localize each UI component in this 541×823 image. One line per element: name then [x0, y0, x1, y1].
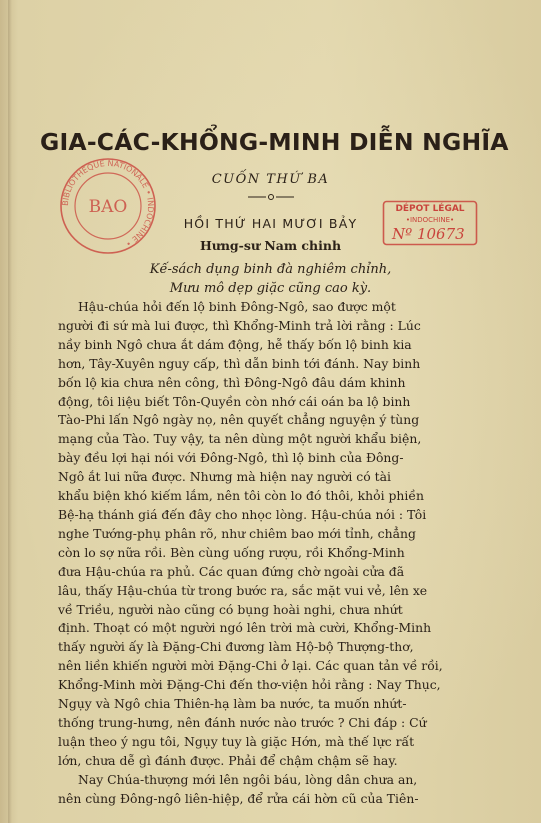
- body-line: lớn, chưa dễ gì đánh được. Phải để chậm chậm sẽ hay.: [58, 752, 398, 768]
- body-line: nầy binh Ngô chưa ắt dám động, hễ thấy bốn lộ binh kia: [58, 336, 412, 352]
- body-line: bày đều lợi hại nói với Đông-Ngô, thì lộ binh của Đông-: [58, 450, 404, 466]
- body-line: hơn, Tây-Xuyên nguy cấp, thì dẫn binh tới đánh. Nay binh: [58, 355, 421, 371]
- volume-label: CUỐN THỨ BA: [211, 172, 330, 187]
- body-line: khẩu biện khó kiếm lắm, nên tôi còn lo đó thôi, khỏi phiền: [58, 488, 424, 504]
- body-line: động, tôi liệu biết Tôn-Quyền còn nhớ cái oán ba lộ binh: [58, 393, 411, 409]
- body-line: nghe Tướng-phụ phân rõ, như chiêm bao mới tỉnh, chẳng: [58, 525, 416, 541]
- body-line: đưa Hậu-chúa ra phủ. Các quan đứng chờ ngoài cửa đã: [58, 563, 405, 579]
- body-line: bốn lộ kia chưa nên công, thì Đông-Ngô đâu dám khinh: [58, 374, 406, 390]
- body-line: thấy người ấy là Đặng-Chi đương làm Hộ-bộ Thượng-thơ,: [58, 639, 414, 655]
- body-line: Nay Chúa-thượng mới lên ngôi báu, lòng dân chưa an,: [78, 771, 418, 787]
- body-line: nên liền khiến người mời Đặng-Chi ở lại. Các quan tản về rồi,: [58, 658, 443, 674]
- body-line: định. Thoạt có một người ngó lên trời mà cười, Khổng-Minh: [58, 620, 432, 636]
- stamp-center-text: BAO: [88, 197, 128, 217]
- couplet-line: Kế-sách dụng binh đà nghiêm chỉnh,: [149, 262, 392, 277]
- body-line: về Triều, người nào cũng có bụng hoài nghi, chưa nhứt: [58, 601, 403, 617]
- stamp-number-text: Nº 10673: [392, 225, 465, 243]
- body-line: luận theo ý ngu tôi, Ngụy tuy là giặc Hớn, mà thế lực rất: [58, 733, 415, 749]
- body-line: Bệ-hạ thánh giá đến đây cho nhọc lòng. Hậu-chúa nói : Tôi: [58, 506, 427, 522]
- page-binding-shadow: [8, 0, 12, 823]
- chapter-body: [58, 298, 498, 808]
- body-line: Tào-Phi lấn Ngô ngày nọ, nên quyết chẳng nguyện ý tùng: [58, 412, 420, 428]
- body-line: mạng của Tào. Tuy vậy, ta nên dùng một người khẩu biện,: [58, 431, 422, 447]
- body-line: thống trung-hưng, nên đánh nước nào trước ? Chi đáp : Cứ: [58, 714, 427, 730]
- body-line: Hậu-chúa hỏi đến lộ binh Đông-Ngô, sao được một: [78, 299, 396, 314]
- chapter-subtitle: Hưng-sư Nam chinh: [199, 238, 342, 253]
- stamp-indochine-text: •INDOCHINE•: [405, 216, 455, 224]
- chapter-title: HỒI THỨ HAI MƯƠI BẢY: [183, 216, 358, 231]
- body-line: người đi sứ mà lui được, thì Khổng-Minh trả lời rằng : Lúc: [58, 317, 421, 333]
- body-line: Ngụy và Ngô chia Thiên-hạ làm ba nước, ta muốn nhứt-: [58, 696, 407, 712]
- stamp-ring-text: BIBLIOTHÈQUE NATIONALE • INDOCHINE •: [60, 158, 156, 249]
- ornament-divider-icon: [248, 193, 294, 201]
- body-line: lâu, thấy Hậu-chúa từ trong bước ra, sắc mặt vui vẻ, lên xe: [58, 582, 428, 598]
- body-line: nên cùng Đông-ngô liên-hiệp, để rửa cái hờn cũ của Tiên-: [58, 790, 419, 806]
- book-title: GIA-CÁC-KHỔNG-MINH DIỄN NGHĨA: [40, 128, 509, 156]
- body-line: còn lo sợ nữa rồi. Bèn cùng uống rượu, rồi Khổng-Minh: [58, 544, 405, 560]
- body-line: Ngô ắt lui nữa được. Nhưng mà hiện nay người có tài: [58, 469, 391, 485]
- couplet-line: Mưu mô dẹp giặc cũng cao kỳ.: [169, 281, 372, 296]
- body-line: Khổng-Minh mời Đặng-Chi đến thơ-viện hỏi rằng : Nay Thục,: [58, 677, 441, 693]
- stamp-depot-legal-text: DÉPOT LÉGAL: [395, 204, 465, 214]
